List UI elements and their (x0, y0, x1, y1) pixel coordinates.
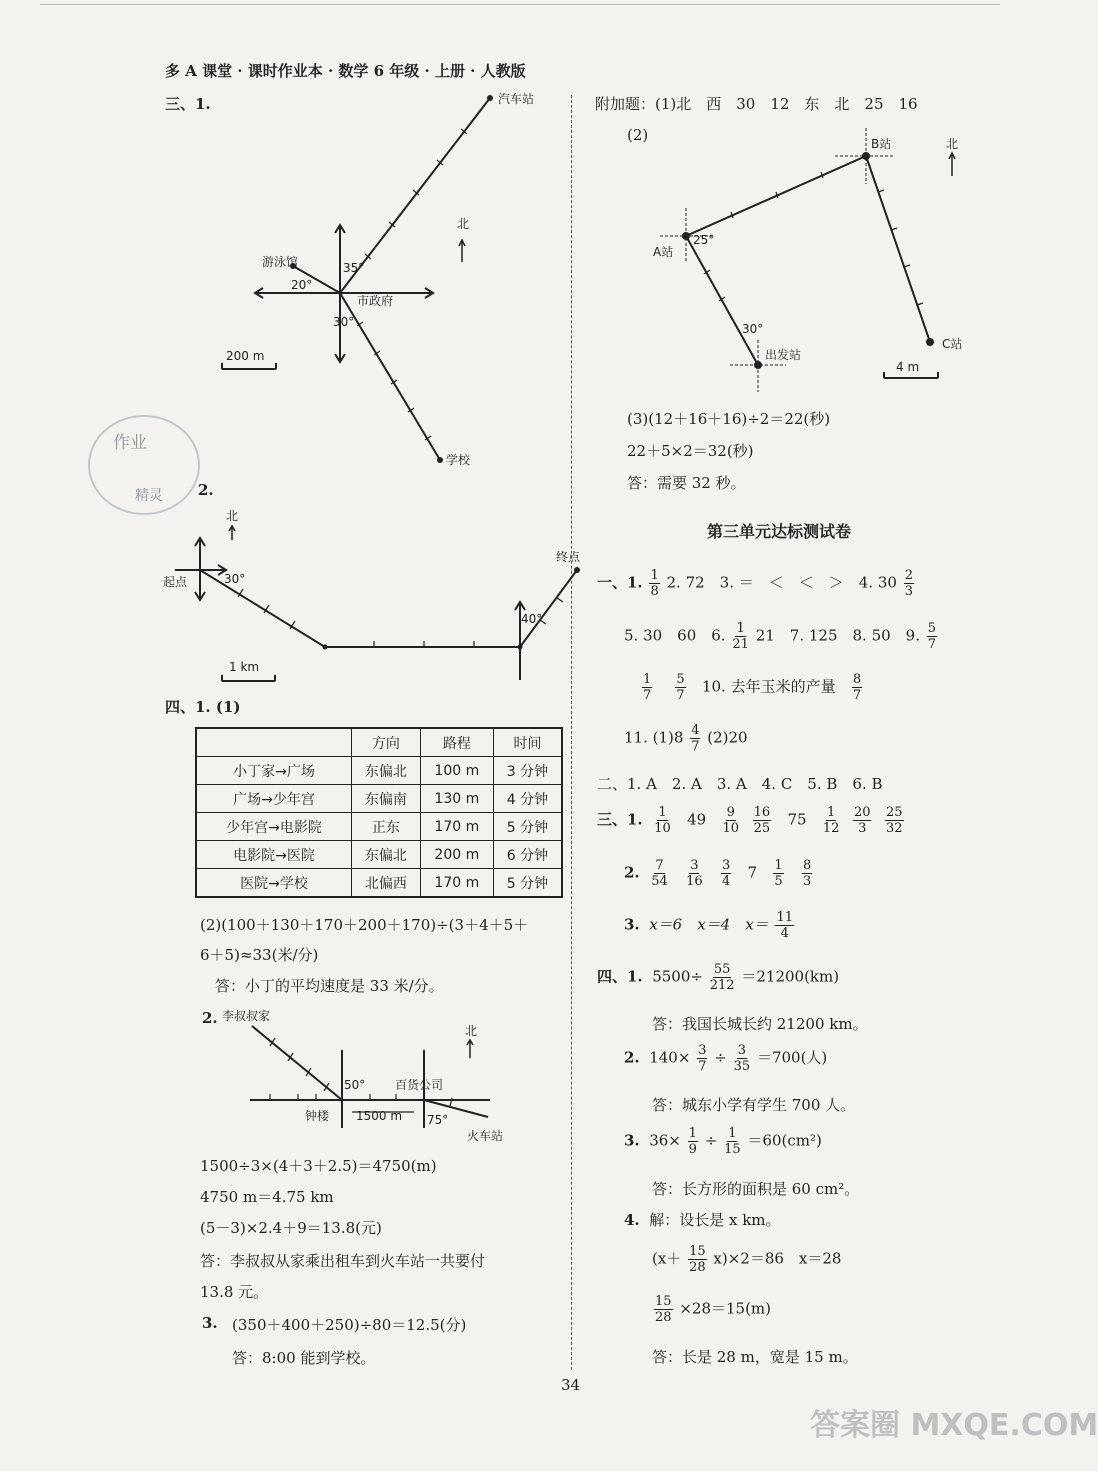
table-cell: 170 m (420, 813, 493, 841)
d4-b-dot (862, 152, 870, 160)
fraction: $\frac{1}{10}$ (654, 805, 671, 836)
q2-answer-2: 13.8 元。 (200, 1283, 269, 1301)
diagram-2 (175, 526, 577, 681)
extra-3-line-a: (3)(12＋16＋16)÷2＝22(秒) (627, 410, 831, 428)
q1-2-line-a: (2)(100＋130＋170＋200＋170)÷(3＋4＋5＋ (200, 916, 529, 934)
fraction: $\frac{9}{10}$ (722, 805, 740, 836)
fraction: $\frac{25}{32}$ (886, 805, 903, 836)
extra-part-2: (2) (627, 126, 649, 144)
route-table (195, 727, 563, 898)
section-3-q2-label: 2. (198, 481, 214, 499)
q1-answer: 答：小丁的平均速度是 33 米/分。 (215, 977, 444, 995)
extra-answer: 答：需要 32 秒。 (627, 474, 746, 492)
diagram-1 (222, 98, 490, 460)
table-cell: 100 m (420, 757, 493, 785)
d1-car-station-dot (487, 95, 493, 101)
part-4-q4-equation: (x＋ $\frac{15}{28}$ x)×2＝86 x＝28 (652, 1244, 842, 1275)
fraction: $\frac{5}{7}$ (927, 621, 937, 652)
part-4-q1: 四、1. 5500÷ $\frac{55}{212}$ ＝21200(km) (597, 962, 840, 993)
section-3-q1-label: 三、1. (165, 95, 211, 113)
fraction: $\frac{3}{7}$ (698, 1043, 707, 1074)
part-1-line-2: 5. 30 60 6. $\frac{1}{21}$ 21 7. 125 8. 50 9. $\frac{5}{7}$ (624, 621, 937, 652)
part-3-line-3: 3. x＝6 x＝4 x＝ $\frac{11}{4}$ (624, 910, 794, 941)
d1-car-station-label: 汽车站 (498, 92, 535, 106)
fraction: $\frac{8}{7}$ (852, 672, 862, 703)
fraction: $\frac{3}{16}$ (686, 858, 703, 889)
fraction: $\frac{2}{3}$ (904, 568, 913, 599)
d4-angle-25: 25° (693, 233, 715, 247)
watermark: 答案圈 MXQE.COM (810, 1408, 1098, 1443)
section-4-q1-label: 四、1. (1) (165, 698, 241, 716)
table-cell: 少年宫→电影院 (196, 813, 351, 841)
table-cell: 4 分钟 (493, 785, 562, 813)
diagram-4 (686, 153, 955, 378)
table-cell: 北偏西 (351, 869, 420, 898)
fraction: $\frac{1}{12}$ (822, 805, 840, 836)
table-cell: 东偏南 (351, 785, 420, 813)
q3-line-1: (350＋400＋250)÷80＝12.5(分) (232, 1316, 467, 1334)
table-cell: 130 m (420, 785, 493, 813)
d3-distance-label: 1500 m (356, 1109, 403, 1123)
table-cell: 东偏北 (351, 757, 420, 785)
q2-line-2: 4750 m＝4.75 km (200, 1188, 334, 1206)
part-3-line-1: 三、1. $\frac{1}{10}$ 49 $\frac{9}{10}$ $\frac{16}{25}$ 75 $\frac{1}{12}$ $\frac{20}{3}$ $\frac{25}{32}$ (597, 805, 903, 836)
part-4-q1-answer: 答：我国长城长约 21200 km。 (652, 1015, 868, 1033)
extra-3-line-b: 22＋5×2＝32(秒) (627, 442, 754, 460)
d1-angle-35: 35° (343, 261, 365, 275)
d3-store-label: 百货公司 (395, 1078, 444, 1092)
table-cell: 170 m (420, 869, 493, 898)
d4-route (686, 156, 930, 365)
d4-a-dot (682, 232, 690, 240)
d4-start-label: 出发站 (765, 348, 802, 362)
table-row (196, 869, 562, 898)
d1-angle-20: 20° (291, 278, 313, 292)
part-1-line-1: 一、1. $\frac{1}{8}$ 2. 72 3. ＝ ＜ ＜ ＞ 4. 30 $\frac{2}{3}$ (597, 568, 913, 599)
table-row (196, 785, 562, 813)
d2-north-label: 北 (226, 509, 239, 523)
table-cell: 东偏北 (351, 841, 420, 869)
stamp-text-top: 作业 (113, 433, 147, 453)
table-row (196, 813, 562, 841)
part-4-q2: 2. 140× $\frac{3}{7}$ ÷ $\frac{3}{35}$ ＝700(人) (624, 1043, 828, 1074)
q3-label: 3. (202, 1314, 218, 1332)
unit-test-title: 第三单元达标测试卷 (707, 522, 852, 541)
fraction: $\frac{7}{54}$ (651, 858, 668, 889)
part-4-q2-answer: 答：城东小学有学生 700 人。 (652, 1096, 856, 1114)
d3-home-line (252, 1026, 342, 1100)
table-header (196, 728, 351, 757)
table-cell: 正东 (351, 813, 420, 841)
d1-ticks (357, 129, 470, 440)
table-header: 方向 (351, 728, 420, 757)
table-cell: 5 分钟 (493, 869, 562, 898)
fraction: $\frac{15}{28}$ (655, 1294, 672, 1325)
d1-school-label: 学校 (446, 453, 471, 467)
fraction: $\frac{1}{8}$ (650, 568, 659, 599)
d4-a-label: A站 (653, 245, 674, 259)
fraction: $\frac{3}{4}$ (721, 858, 731, 889)
table-cell: 小丁家→广场 (196, 757, 351, 785)
table-header: 时间 (493, 728, 562, 757)
part-4-q3-answer: 答：长方形的面积是 60 cm²。 (652, 1180, 860, 1198)
table-cell: 6 分钟 (493, 841, 562, 869)
d1-city-hall-label: 市政府 (357, 294, 394, 308)
part-4-q4-width: $\frac{15}{28}$ ×28＝15(m) (655, 1294, 771, 1325)
table-cell: 3 分钟 (493, 757, 562, 785)
d4-ticks (704, 172, 923, 305)
d1-school-line (340, 293, 440, 460)
d2-angle-30: 30° (224, 572, 246, 586)
page-number: 34 (561, 1376, 581, 1394)
d1-scale-label: 200 m (226, 349, 265, 363)
d2-ticks (238, 589, 563, 647)
stamp-text-bottom: 精灵 (135, 488, 163, 504)
d3-angle-50: 50° (344, 1078, 366, 1092)
fraction: $\frac{15}{28}$ (689, 1244, 706, 1275)
fraction: $\frac{3}{35}$ (733, 1043, 751, 1074)
d2-start-label: 起点 (163, 575, 188, 589)
d3-bell-tower-label: 钟楼 (305, 1109, 330, 1123)
table-cell: 5 分钟 (493, 813, 562, 841)
d1-pool-label: 游泳馆 (262, 255, 299, 269)
d3-home-label: 李叔叔家 (222, 1009, 271, 1023)
fraction: $\frac{55}{212}$ (709, 962, 735, 993)
fraction: $\frac{1}{5}$ (774, 858, 783, 889)
d1-school-dot (437, 457, 443, 463)
d4-angle-30: 30° (742, 322, 764, 336)
part-4-q4-answer: 答：长是 28 m，宽是 15 m。 (652, 1348, 858, 1366)
d2-end-dot (574, 567, 580, 573)
d4-c-dot (926, 338, 934, 346)
fraction: $\frac{5}{7}$ (676, 672, 685, 703)
d3-station-label: 火车站 (467, 1129, 504, 1143)
d2-end-label: 终点 (556, 550, 581, 564)
part-2-answers: 二、1. A 2. A 3. A 4. C 5. B 6. B (597, 775, 883, 793)
q2-answer-1: 答：李叔叔从家乘出租车到火车站一共要付 (200, 1252, 486, 1270)
fraction: $\frac{16}{25}$ (753, 805, 771, 836)
d1-north-label: 北 (457, 217, 470, 231)
table-header-row (196, 728, 562, 757)
q2-line-3: (5－3)×2.4＋9＝13.8(元) (200, 1219, 382, 1237)
part-1-line-3: $\frac{1}{7}$ $\frac{5}{7}$ 10. 去年玉米的产量 $\frac{8}{7}$ (643, 672, 862, 703)
fraction: $\frac{8}{3}$ (802, 858, 812, 889)
d2-scale-label: 1 km (229, 660, 260, 674)
fraction: $\frac{20}{3}$ (853, 805, 871, 836)
table-row (196, 757, 562, 785)
d2-angle-40: 40° (521, 612, 543, 626)
q2-label: 2. (202, 1009, 218, 1027)
part-3-line-2: 2. $\frac{7}{54}$ $\frac{3}{16}$ $\frac{3}{4}$ 7 $\frac{1}{5}$ $\frac{8}{3}$ (624, 858, 812, 889)
fraction: $\frac{1}{7}$ (643, 672, 652, 703)
d4-b-label: B站 (871, 137, 892, 151)
fraction: $\frac{4}{7}$ (691, 723, 700, 754)
page-header: 多 A 课堂 · 课时作业本 · 数学 6 年级 · 上册 · 人教版 (165, 62, 526, 80)
d4-start-dot (754, 361, 762, 369)
d3-north-label: 北 (465, 1024, 478, 1038)
d4-c-label: C站 (942, 337, 963, 351)
fraction: $\frac{11}{4}$ (776, 910, 794, 941)
d3-angle-75: 75° (427, 1113, 449, 1127)
d4-scale-label: 4 m (896, 360, 920, 374)
q1-2-line-b: 6＋5)≈33(米/分) (200, 946, 319, 964)
part-4-q3: 3. 36× $\frac{1}{9}$ ÷ $\frac{1}{15}$ ＝60(cm²) (624, 1126, 822, 1157)
table-cell: 广场→少年宫 (196, 785, 351, 813)
table-cell: 电影院→医院 (196, 841, 351, 869)
part-4-q4: 4. 解：设长是 x km。 (624, 1211, 781, 1229)
part-1-line-4: 11. (1)8 $\frac{4}{7}$ (2)20 (624, 723, 748, 754)
table-header: 路程 (420, 728, 493, 757)
q3-answer: 答：8:00 能到学校。 (232, 1349, 376, 1367)
table-cell: 200 m (420, 841, 493, 869)
fraction: $\frac{1}{15}$ (724, 1126, 741, 1157)
table-row (196, 841, 562, 869)
fraction: $\frac{1}{21}$ (732, 621, 749, 652)
q2-line-1: 1500÷3×(4＋3＋2.5)＝4750(m) (200, 1157, 437, 1175)
d4-north-label: 北 (946, 137, 959, 151)
d1-angle-30: 30° (333, 315, 355, 329)
fraction: $\frac{1}{9}$ (688, 1126, 697, 1157)
extra-title: 附加题：(1)北 西 30 12 东 北 25 16 (595, 95, 918, 113)
table-cell: 医院→学校 (196, 869, 351, 898)
